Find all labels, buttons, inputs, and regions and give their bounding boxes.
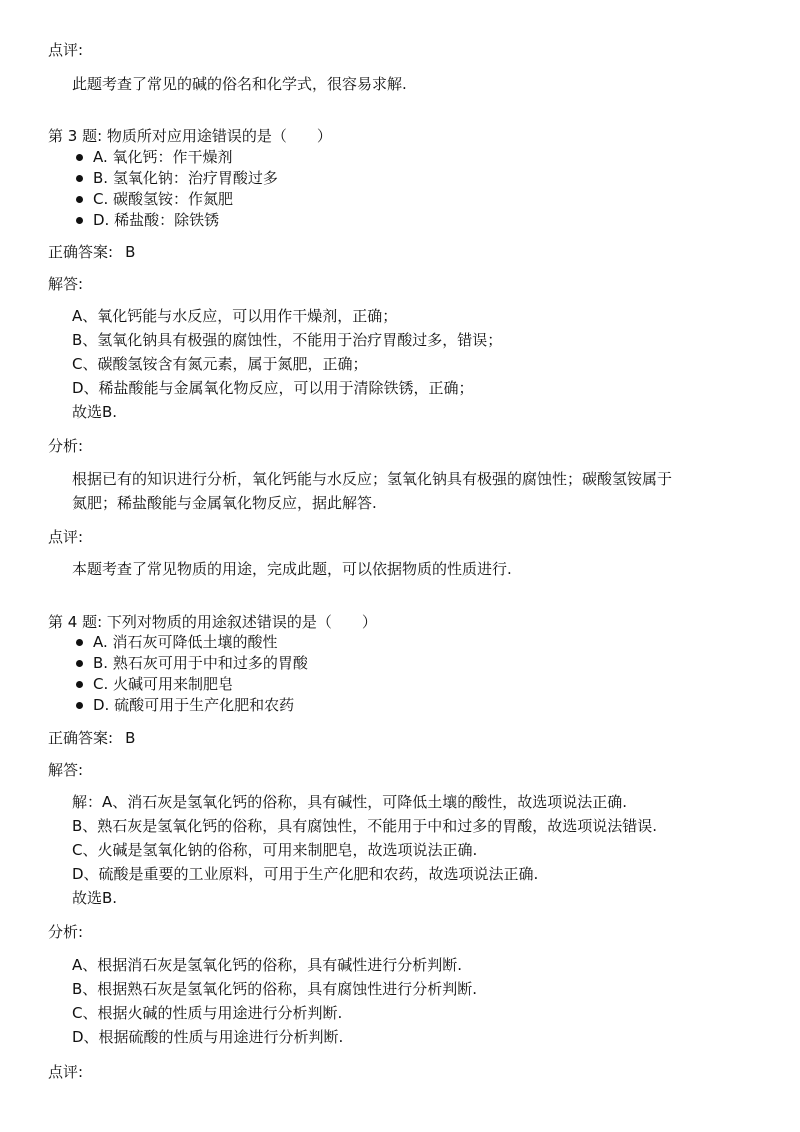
q3-options [48,147,740,231]
bullet-icon [76,217,83,224]
q4-option-d: D. 硫酸可用于生产化肥和农药 [76,695,740,716]
q3-solution-line: C、碳酸氢铵含有氮元素，属于氮肥，正确； [72,355,368,373]
q3-solution-line: B、氢氧化钠具有极强的腐蚀性，不能用于治疗胃酸过多，错误； [72,331,503,349]
q3-answer-value: B [125,243,136,261]
q3-comment-label: 点评: [48,528,84,546]
bullet-icon [76,154,83,161]
q4-option-a: A. 消石灰可降低土壤的酸性 [76,632,740,653]
q4-solution-line: 解：A、消石灰是氢氧化钙的俗称，具有碱性，可降低土壤的酸性，故选项说法正确. [72,793,628,811]
q4-option-c: C. 火碱可用来制肥皂 [76,674,740,695]
q4-analysis-line: A、根据消石灰是氢氧化钙的俗称，具有碱性进行分析判断. [72,956,463,974]
q4-comment-label: 点评: [48,1063,84,1081]
q4-analysis [48,953,740,1049]
q4-solution-line: C、火碱是氢氧化钠的俗称，可用来制肥皂，故选项说法正确. [72,841,478,859]
q4-answer-label: 正确答案: [48,729,114,747]
q3-analysis-line: 氮肥；稀盐酸能与金属氧化物反应，据此解答. [72,494,377,512]
bullet-icon [76,175,83,182]
q4-analysis-label: 分析: [48,923,84,941]
q3-analysis [48,467,740,515]
q4-option-b: B. 熟石灰可用于中和过多的胃酸 [76,653,740,674]
q3-question: 第 3 题: 物质所对应用途错误的是（ ） [48,127,332,145]
q3-analysis-line: 根据已有的知识进行分析，氧化钙能与水反应；氢氧化钠具有极强的腐蚀性；碳酸氢铵属于 [72,470,673,488]
bullet-icon [76,702,83,709]
q3-option-c: C. 碳酸氢铵：作氮肥 [76,189,740,210]
q3-solution-line: 故选B. [72,403,118,421]
q3-solution-line: D、稀盐酸能与金属氧化物反应，可以用于清除铁锈，正确； [72,379,474,397]
bullet-icon [76,681,83,688]
q4-analysis-line: B、根据熟石灰是氢氧化钙的俗称，具有腐蚀性进行分析判断. [72,980,478,998]
bullet-icon [76,660,83,667]
q3-option-a: A. 氧化钙：作干燥剂 [76,147,740,168]
q4-options [48,632,740,716]
q3-answer-label: 正确答案: [48,243,114,261]
q3-option-d: D. 稀盐酸：除铁锈 [76,210,740,231]
q3-answer [48,240,740,264]
q4-solution-line: B、熟石灰是氢氧化钙的俗称，具有腐蚀性，不能用于中和过多的胃酸，故选项说法错误. [72,817,658,835]
q4-solution [48,790,740,910]
q3-comment-text: 本题考查了常见物质的用途，完成此题，可以依据物质的性质进行. [72,560,512,578]
q4-analysis-line: D、根据硫酸的性质与用途进行分析判断. [72,1028,344,1046]
q3-analysis-label: 分析: [48,437,84,455]
bullet-icon [76,196,83,203]
q4-solution-label: 解答: [48,761,84,779]
q4-solution-line: D、硫酸是重要的工业原料，可用于生产化肥和农药，故选项说法正确. [72,865,539,883]
bullet-icon [76,639,83,646]
q3-solution-label: 解答: [48,275,84,293]
q4-answer [48,726,740,750]
q3-option-b: B. 氢氧化钠：治疗胃酸过多 [76,168,740,189]
q2-comment-label: 点评: [48,41,84,59]
q3-solution-line: A、氧化钙能与水反应，可以用作干燥剂，正确； [72,307,398,325]
q2-comment-text: 此题考查了常见的碱的俗名和化学式，很容易求解. [72,75,407,93]
q3-solution [48,304,740,424]
q4-answer-value: B [125,729,136,747]
q4-analysis-line: C、根据火碱的性质与用途进行分析判断. [72,1004,343,1022]
q4-question: 第 4 题: 下列对物质的用途叙述错误的是（ ） [48,613,377,631]
q4-solution-line: 故选B. [72,889,118,907]
